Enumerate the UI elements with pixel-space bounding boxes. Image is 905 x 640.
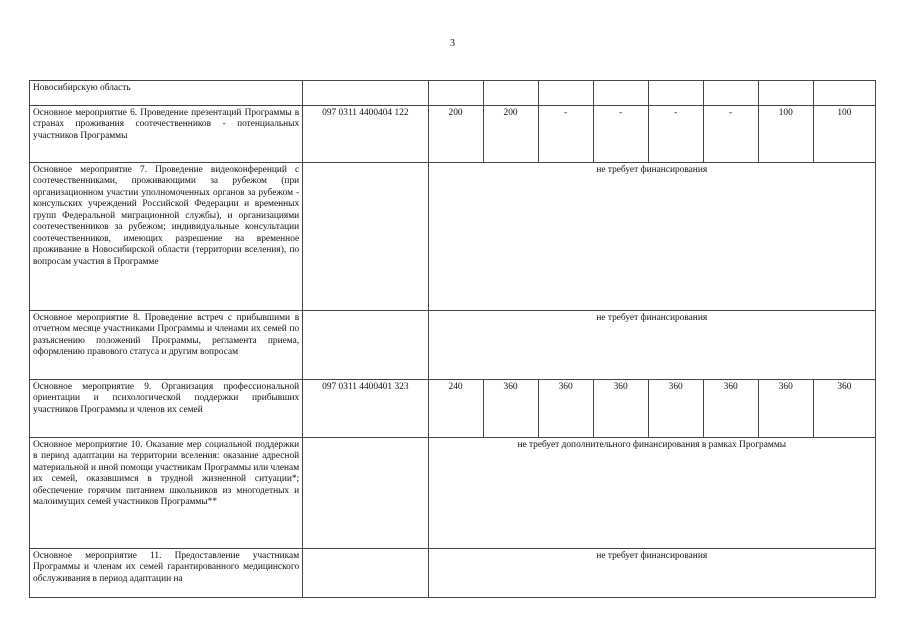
budget-code (303, 549, 428, 598)
value-cell: 360 (538, 380, 593, 438)
table-row (30, 163, 876, 311)
value-cell: 200 (428, 106, 483, 163)
value-cell: 360 (703, 380, 758, 438)
row-description: Основное мероприятие 10. Оказание мер социальной поддержки в период адаптации на территории вселения: оказание адресной материальной и иной помощи участникам Программы или членам их семей, оказавшимся в трудной жизненной ситуации*; обеспечение горячим питанием школьников из многодетных и малоимущих семей участников Программы** (30, 438, 303, 549)
value-cell: - (538, 106, 593, 163)
value-cell (703, 81, 758, 106)
value-cell: 200 (483, 106, 538, 163)
table-row (30, 438, 876, 549)
table-row (30, 380, 876, 438)
value-cell: 100 (813, 106, 875, 163)
value-cell: 240 (428, 380, 483, 438)
value-cell: 360 (483, 380, 538, 438)
value-cell: 100 (758, 106, 813, 163)
value-cell: 360 (758, 380, 813, 438)
value-cell: 360 (593, 380, 648, 438)
budget-code (303, 81, 428, 106)
budget-code: 097 0311 4400401 323 (303, 380, 428, 438)
row-description: Основное мероприятие 9. Организация профессиональной ориентации и психологической поддержки прибывших участников Программы и членов их семей (30, 380, 303, 438)
financing-note: не требует финансирования (428, 163, 875, 311)
financing-note: не требует финансирования (428, 549, 875, 598)
table-row (30, 81, 876, 106)
value-cell (483, 81, 538, 106)
row-description: Основное мероприятие 8. Проведение встреч с прибывшими в отчетном месяце участниками Программы и членами их семей по разъяснению положений Программы, регламента приема, оформлению правового статуса и другим вопросам (30, 311, 303, 380)
row-description: Новосибирскую область (30, 81, 303, 106)
value-cell (813, 81, 875, 106)
budget-code (303, 311, 428, 380)
value-cell (648, 81, 703, 106)
row-description: Основное мероприятие 11. Предоставление участникам Программы и членам их семей гарантированного медицинского обслуживания в период адаптации на (30, 549, 303, 598)
value-cell: - (648, 106, 703, 163)
row-description: Основное мероприятие 6. Проведение презентаций Программы в странах проживания соотечественников - потенциальных участников Программы (30, 106, 303, 163)
financing-table (29, 80, 876, 598)
table-row (30, 106, 876, 163)
table-row (30, 549, 876, 598)
row-description: Основное мероприятие 7. Проведение видеоконференций с соотечественниками, проживающими за рубежом (при организационном участии уполномоченных органов за рубежом - консульских учреждений Российской Федерации и временных групп Федеральной миграционной службы), и организациями соотечественников за рубежом; индивидуальные консультации соотечественников, имеющих разрешение на временное проживание в Новосибирской области (территории вселения), по вопросам участия в Программе (30, 163, 303, 311)
budget-code: 097 0311 4400404 122 (303, 106, 428, 163)
financing-note: не требует дополнительного финансирования в рамках Программы (428, 438, 875, 549)
financing-note: не требует финансирования (428, 311, 875, 380)
value-cell (758, 81, 813, 106)
budget-code (303, 438, 428, 549)
value-cell: 360 (813, 380, 875, 438)
page-number: 3 (450, 38, 455, 49)
value-cell: - (703, 106, 758, 163)
value-cell: - (593, 106, 648, 163)
value-cell (428, 81, 483, 106)
value-cell (538, 81, 593, 106)
budget-code (303, 163, 428, 311)
value-cell: 360 (648, 380, 703, 438)
table-row (30, 311, 876, 380)
value-cell (593, 81, 648, 106)
